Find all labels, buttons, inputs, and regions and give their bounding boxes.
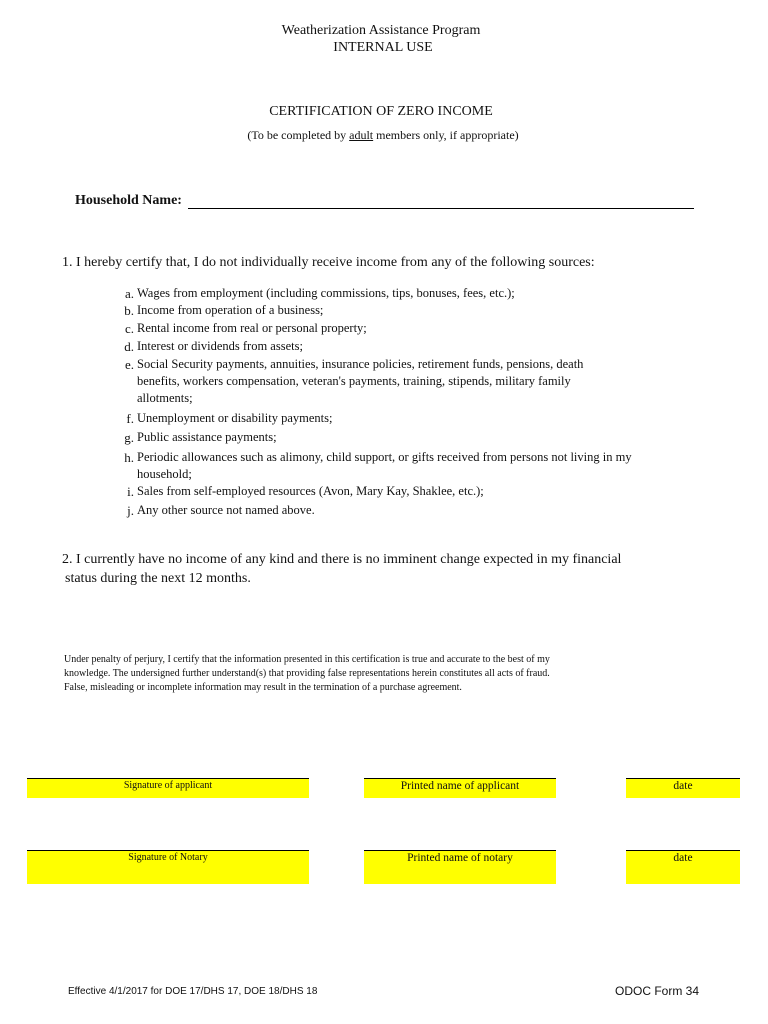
item-letter: i. — [127, 484, 134, 499]
subtitle-post: members only, if appropriate) — [373, 128, 519, 142]
item-text: Interest or dividends from assets; — [137, 339, 303, 353]
statement-2-line-2: status during the next 12 months. — [65, 571, 251, 586]
notary-printed-name-field[interactable] — [364, 850, 556, 884]
item-text: Rental income from real or personal property; — [137, 321, 367, 335]
item-text: Wages from employment (including commissions, tips, bonuses, fees, etc.); — [137, 286, 515, 300]
applicant-date-label: date — [673, 780, 693, 792]
income-source-item — [103, 338, 677, 355]
applicant-printed-name-field[interactable] — [364, 778, 556, 798]
notary-printed-name-label: Printed name of notary — [407, 852, 513, 864]
notary-signature-label: Signature of Notary — [128, 852, 208, 863]
income-source-item — [103, 356, 592, 407]
household-name-label: Household Name: — [75, 193, 182, 208]
item-text: Any other source not named above. — [137, 503, 315, 517]
internal-use-label: INTERNAL USE — [333, 40, 433, 55]
applicant-printed-name-label: Printed name of applicant — [400, 780, 520, 792]
income-source-item — [103, 429, 677, 446]
item-text: Sales from self-employed resources (Avon, Mary Kay, Shaklee, etc.); — [137, 484, 484, 498]
item-letter: e. — [124, 357, 134, 372]
program-name: Weatherization Assistance Program — [281, 23, 481, 38]
income-source-item — [103, 302, 677, 319]
household-name-field[interactable] — [188, 208, 694, 209]
statement-2 — [62, 550, 702, 588]
item-letter: f. — [126, 411, 134, 426]
applicant-signature-field[interactable] — [27, 778, 309, 798]
item-letter: c. — [124, 321, 134, 336]
applicant-date-field[interactable] — [626, 778, 740, 798]
form-subtitle — [0, 128, 766, 142]
perjury-line-2: knowledge. The undersigned further understand(s) that providing false representations herein constitutes all acts of fraud. — [64, 668, 550, 679]
applicant-signature-label: Signature of applicant — [123, 780, 213, 791]
perjury-line-1: Under penalty of perjury, I certify that the information presented in this certification is true and accurate to the best of my — [64, 654, 550, 665]
perjury-line-3: False, misleading or incomplete information may result in the termination of a purchase agreement. — [64, 682, 462, 693]
income-source-item — [103, 502, 677, 519]
income-source-item — [103, 410, 677, 427]
income-source-item — [103, 320, 677, 337]
item-text: Periodic allowances such as alimony, child support, or gifts received from persons not living in my household; — [137, 450, 632, 481]
item-letter: h. — [124, 450, 134, 465]
item-text: Social Security payments, annuities, insurance policies, retirement funds, pensions, death benefits, workers compensation, veteran's payments, training, stipends, military family allotments; — [137, 357, 584, 405]
item-letter: j. — [127, 503, 134, 518]
notary-date-field[interactable] — [626, 850, 740, 884]
notary-signature-field[interactable] — [27, 850, 309, 884]
perjury-statement — [64, 653, 684, 695]
statement-2-line-1: 2. I currently have no income of any kind and there is no imminent change expected in my financial — [62, 552, 622, 567]
item-text: Income from operation of a business; — [137, 303, 324, 317]
income-source-item — [103, 483, 677, 500]
effective-date-footer: Effective 4/1/2017 for DOE 17/DHS 17, DOE 18/DHS 18 — [68, 986, 318, 997]
item-text: Public assistance payments; — [137, 430, 277, 444]
item-letter: b. — [124, 303, 134, 318]
income-source-item — [103, 285, 677, 302]
notary-date-label: date — [673, 852, 693, 864]
form-title: CERTIFICATION OF ZERO INCOME — [269, 104, 493, 119]
item-letter: a. — [124, 286, 134, 301]
subtitle-underlined: adult — [349, 128, 374, 142]
statement-1: 1. I hereby certify that, I do not individually receive income from any of the following sources: — [62, 255, 595, 270]
income-source-item — [103, 449, 665, 483]
subtitle-pre: (To be completed by — [247, 128, 350, 142]
item-letter: g. — [124, 430, 134, 445]
form-number-footer: ODOC Form 34 — [615, 984, 700, 998]
item-letter: d. — [124, 339, 134, 354]
item-text: Unemployment or disability payments; — [137, 411, 333, 425]
